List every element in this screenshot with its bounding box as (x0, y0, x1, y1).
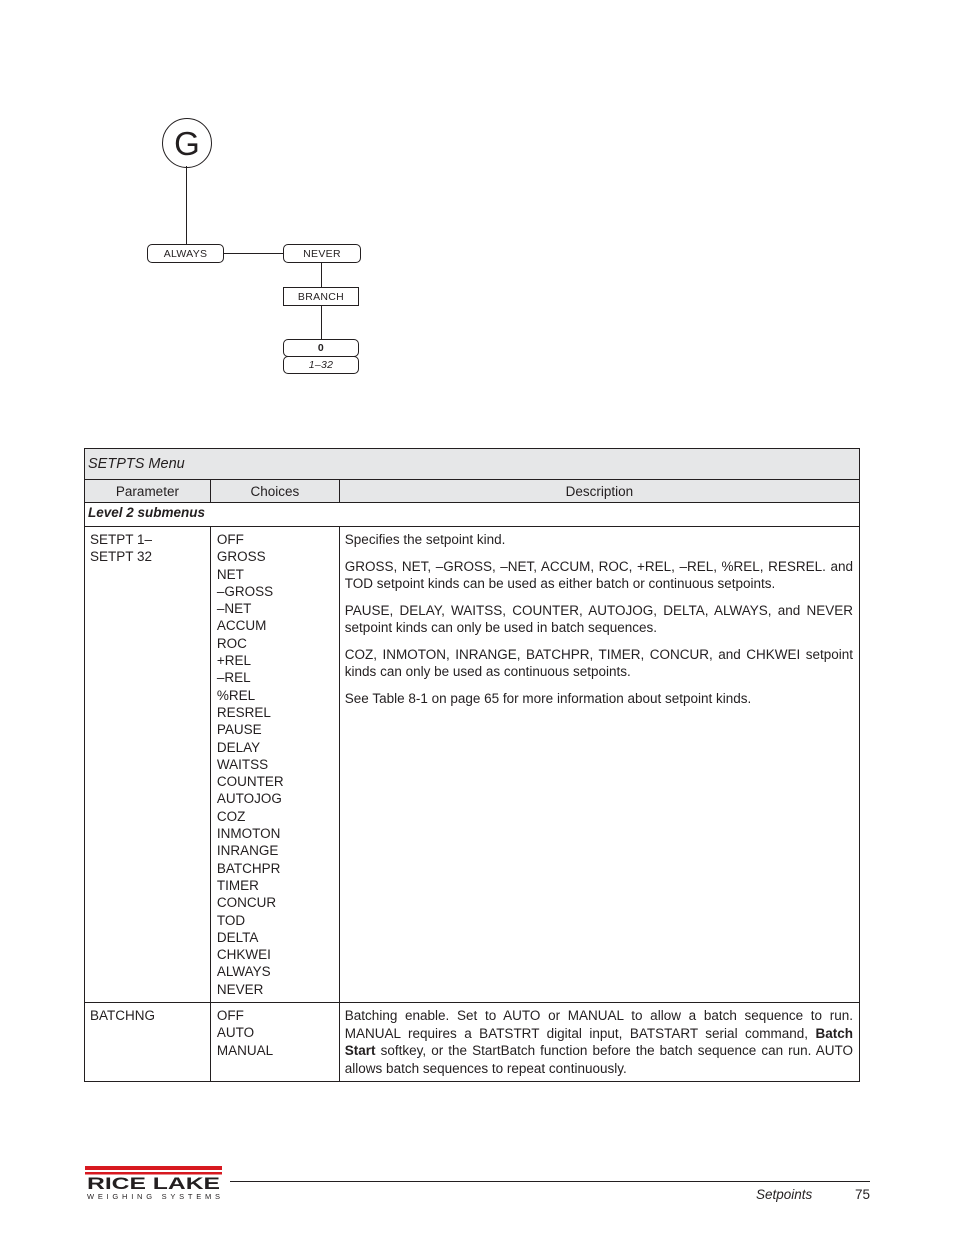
choice-item: NET (216, 566, 244, 582)
rice-lake-logo (85, 1166, 222, 1202)
choice-item: ACCUM (216, 618, 267, 634)
description-paragraph: GROSS, NET, –GROSS, –NET, ACCUM, ROC, +REL, –REL, %REL, RESREL. and TOD setpoint kinds can be used as either batch or continuous setpoints. (344, 558, 853, 591)
branch-range: 1–32 (308, 359, 334, 371)
description-paragraph: PAUSE, DELAY, WAITSS, COUNTER, AUTOJOG, DELTA, ALWAYS, and NEVER setpoint kinds can only be used in batch sequences. (344, 602, 853, 635)
choice-item: ROC (216, 635, 247, 651)
branch-label: BRANCH (297, 290, 345, 303)
batch-start-softkey-name: Batch Start (344, 1025, 853, 1059)
section-heading: Level 2 submenus (85, 503, 860, 527)
choice-item: AUTOJOG (216, 791, 282, 807)
parameter-name: SETPT 32 (90, 549, 153, 564)
choice-item: OFF (216, 1008, 244, 1024)
parameter-cell (85, 527, 211, 1003)
choice-item: %REL (216, 687, 256, 703)
description-text: Batching enable. Set to AUTO or MANUAL to allow a batch sequence to run. MANUAL requires a BATSTRT digital input, BATSTART serial command, (344, 1008, 853, 1041)
choice-item: DELTA (216, 929, 259, 945)
column-header-parameter: Parameter (85, 480, 211, 503)
always-label: ALWAYS (163, 247, 208, 260)
choice-item: MANUAL (216, 1042, 274, 1058)
choice-item: RESREL (216, 704, 271, 720)
parameter-name: SETPT 1– (90, 532, 153, 547)
parameter-name: BATCHNG (90, 1008, 156, 1024)
setpts-menu-table (84, 448, 860, 1082)
description-paragraph (345, 1007, 853, 1077)
logo-sub-text: WEIGHING SYSTEMS (87, 1192, 220, 1201)
connector-line (321, 306, 322, 339)
choice-item: NEVER (216, 981, 264, 997)
table-row (85, 1003, 860, 1082)
choice-item: PAUSE (216, 722, 262, 738)
choice-item: BATCHPR (216, 860, 281, 876)
choice-item: CHKWEI (216, 947, 271, 963)
branch-node (283, 287, 359, 306)
page-number: 75 (855, 1187, 871, 1202)
description-paragraph: COZ, INMOTON, INRANGE, BATCHPR, TIMER, CONCUR, and CHKWEI setpoint kinds can only be used as continuous setpoints. (344, 646, 853, 679)
never-label: NEVER (303, 247, 341, 260)
parameter-cell (85, 1003, 211, 1082)
rice-lake-logo-graphic (85, 1166, 222, 1202)
choice-item: –NET (216, 601, 252, 617)
menu-root-node (162, 118, 212, 168)
column-header-choices: Choices (210, 480, 339, 503)
choice-item: DELAY (216, 739, 261, 755)
choice-item: OFF (216, 532, 244, 547)
choice-item: +REL (216, 653, 252, 669)
choice-item: COUNTER (216, 774, 284, 790)
footer-section-name: Setpoints (756, 1187, 813, 1202)
always-node (147, 244, 224, 263)
description-text: softkey, or the StartBatch function before the batch sequence can run. AUTO allows batch sequences to repeat continuously. (344, 1043, 853, 1076)
table-row (85, 527, 860, 1003)
connector-line (186, 166, 187, 245)
choices-cell (210, 1003, 339, 1082)
choice-item: COZ (216, 808, 246, 824)
choice-item: –GROSS (216, 583, 274, 599)
connector-line (224, 253, 283, 254)
footer-rule (230, 1181, 870, 1182)
description-paragraph: Specifies the setpoint kind. (344, 532, 506, 547)
choice-item: INRANGE (216, 843, 279, 859)
choice-item: INMOTON (216, 826, 281, 842)
choice-item: AUTO (216, 1025, 255, 1041)
description-cell (339, 527, 859, 1003)
choice-item: TOD (216, 912, 246, 928)
branch-value: 0 (317, 342, 325, 354)
branch-range-node (283, 356, 359, 374)
menu-root-label: G (174, 124, 200, 162)
choice-item: CONCUR (216, 895, 277, 911)
logo-main-text: RICE LAKE (87, 1174, 220, 1193)
description-paragraph: See Table 8-1 on page 65 for more information about setpoint kinds. (344, 690, 752, 706)
choice-item: TIMER (216, 877, 259, 893)
description-cell (339, 1003, 859, 1082)
column-header-description: Description (339, 480, 859, 503)
table-title: SETPTS Menu (85, 449, 860, 480)
choice-item: ALWAYS (216, 964, 271, 980)
choice-item: GROSS (216, 549, 266, 565)
never-node (283, 244, 361, 263)
choices-cell (210, 527, 339, 1003)
branch-value-node (283, 339, 359, 357)
connector-line (321, 263, 322, 287)
choice-item: WAITSS (216, 756, 269, 772)
choice-item: –REL (216, 670, 251, 686)
